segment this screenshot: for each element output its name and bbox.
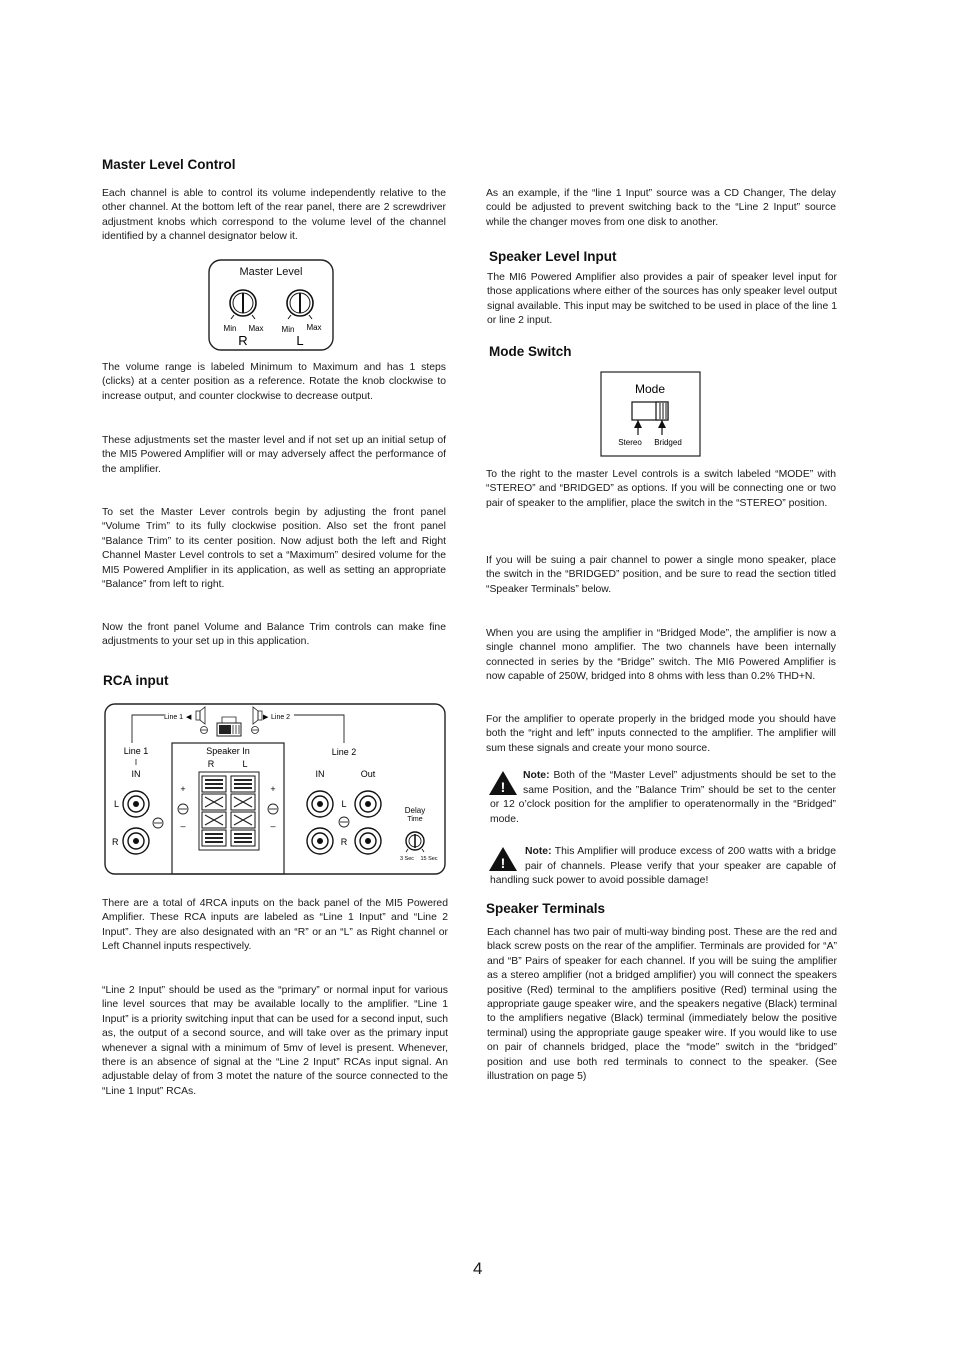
rca-input-diagram bbox=[104, 703, 446, 875]
svg-text:◀: ◀ bbox=[186, 714, 192, 721]
channel-l-label: L bbox=[296, 333, 304, 348]
svg-text:R: R bbox=[207, 759, 215, 769]
delay-example-paragraph: As an example, if the “line 1 Input” source was a CD Changer, The delay could be adjusted to prevent switching back to the “Line 2 Input” source while the changer moves from one disk to another. bbox=[486, 188, 836, 228]
svg-text:Line 2: Line 2 bbox=[271, 714, 291, 721]
speaker-level-input-heading: Speaker Level Input bbox=[489, 249, 617, 264]
mode-switch-diagram bbox=[600, 371, 702, 458]
page-number: 4 bbox=[473, 1259, 483, 1278]
svg-text:I: I bbox=[134, 758, 138, 767]
note-1-text: Both of the “Master Level” adjustments should be set to the same Position, and the ”Balance Trim” should be set to the center or 12 o’clock position for the amplifier to operatenormally in the “Bridged” mode. bbox=[490, 770, 836, 825]
svg-text:!: ! bbox=[500, 855, 506, 871]
mode-switch-paragraph-3: When you are using the amplifier in “Bridged Mode”, the amplifier is now a single channel mono amplifier. The two channels have been internally connected in series by the “Bridge” switch. The MI6 Powered Amplifier is now capable of 250W, bridged into 8 ohms with less than 0.2% THD+N. bbox=[486, 628, 836, 683]
speaker-level-input-paragraph: The MI6 Powered Amplifier also provides a pair of speaker level input for those applications where either of the sources has only speaker level output signal available. This input may be switched to be used in place of the line 1 or line 2 input. bbox=[487, 272, 837, 327]
mode-switch-paragraph-2: If you will be suing a pair channel to power a single mono speaker, place the switch in the “BRIDGED” position, and be sure to read the section titled “Speaker Terminals” below. bbox=[486, 555, 836, 595]
channel-r-label: R bbox=[238, 333, 248, 348]
svg-text:Delay: Delay bbox=[404, 806, 426, 815]
master-level-paragraph-2: The volume range is labeled Minimum to Maximum and has 1 steps (clicks) at a center position as a reference. Rotate the knob clockwise to increase output, and counter clockwise to decrease output. bbox=[102, 362, 446, 402]
svg-text:!: ! bbox=[500, 779, 506, 795]
svg-text:L: L bbox=[341, 799, 347, 809]
master-level-paragraph-5: Now the front panel Volume and Balance Trim controls can make fine adjustments to your set up in this application. bbox=[102, 622, 446, 648]
svg-text:+: + bbox=[270, 784, 276, 794]
note-2-text: This Amplifier will produce excess of 200 watts with a bridge pair of channels. Please verify that your speaker are capable of handling suck power to avoid possible damage! bbox=[490, 846, 836, 887]
svg-text:IN: IN bbox=[315, 769, 325, 779]
mode-switch-paragraph-4: For the amplifier to operate properly in the bridged mode you should have both the “right and left” inputs connected to the amplifier. The amplifier will sum these signals and create your mono source. bbox=[486, 714, 836, 754]
svg-text:Line 1: Line 1 bbox=[123, 746, 149, 756]
svg-text:Min: Min bbox=[281, 325, 295, 334]
svg-text:Line 2: Line 2 bbox=[331, 747, 357, 757]
mode-switch-heading: Mode Switch bbox=[489, 344, 572, 359]
master-level-paragraph-1: Each channel is able to control its volume independently relative to the other channel. At the bottom left of the rear panel, there are 2 screwdriver adjustment knobs which correspond to the volume level of the channel identified by a channel designator below it. bbox=[102, 188, 446, 243]
note-label: Note: bbox=[525, 846, 552, 857]
rca-input-heading: RCA input bbox=[103, 673, 169, 688]
bridged-note-2 bbox=[490, 845, 836, 889]
svg-text:Max: Max bbox=[306, 323, 322, 332]
master-level-heading: Master Level Control bbox=[102, 157, 236, 172]
knob-left bbox=[287, 290, 313, 319]
svg-text:Line 1: Line 1 bbox=[164, 714, 184, 721]
mode-switch-paragraph-1: To the right to the master Level controls is a switch labeled “MODE” with “STEREO” and “BRIDGED” as options. If you will be connecting one or two pair of speaker to the amplifier, place the switch in the “STEREO” position. bbox=[486, 469, 836, 509]
bridged-label: Bridged bbox=[654, 438, 682, 447]
svg-text:15 Sec: 15 Sec bbox=[420, 856, 438, 862]
knob-right bbox=[230, 290, 256, 319]
svg-text:3 Sec: 3 Sec bbox=[399, 856, 415, 862]
svg-text:Time: Time bbox=[407, 816, 423, 823]
svg-text:L: L bbox=[242, 759, 248, 769]
svg-text:▶: ▶ bbox=[263, 714, 269, 721]
stereo-label: Stereo bbox=[618, 438, 642, 447]
svg-text:Out: Out bbox=[360, 769, 376, 779]
svg-text:–: – bbox=[180, 821, 186, 831]
rca-input-paragraph-1: There are a total of 4RCA inputs on the back panel of the MI5 Powered Amplifier. These RCA inputs are labeled as “Line 1 Input” and “Line 2 Input”. They are also designated with an “R” or an “L” as Right channel or Left Channel inputs respectively. bbox=[102, 898, 448, 953]
rca-input-paragraph-2: “Line 2 Input” should be used as the “primary” or normal input for various line level sources that may be available locally to the amplifier. “Line 1 Input” is a priority switching input that can be used for a second input, such as, the output of a second source, and will take over as the primary input whenever a signal with a minimum of 5mv of level is present. Whenever, there is an absence of signal at the “Line 2 Input” RCAs input signal. An adjustable delay of from 3 motet the nature of the source connected to the “Line 1 Input” RCAs. bbox=[102, 985, 448, 1097]
master-level-diagram bbox=[208, 259, 334, 351]
speaker-terminals-paragraph: Each channel has two pair of multi-way binding post. These are the red and black screw posts on the rear of the amplifier. Terminals are provided for “A” and “B” Pairs of speaker for each channel. If you will be suing the amplifier as a stereo amplifier (not a bridged amplifier) you will connect the speakers positive (Red) terminal to the amplifiers positive (Red) terminal using the appropriate gauge speaker wire, and the speakers negative (Black) terminal to the amplifiers negative (Black) terminal (immediately below the positive terminal) using the appropriate gauge speaker wire. If you would like to use on pair of channels bridged, place the “mode” switch in the “bridged” position and use both red terminals to connect to the speaker. (See illustration on page 5) bbox=[487, 927, 837, 1083]
svg-text:–: – bbox=[270, 821, 276, 831]
svg-text:Max: Max bbox=[248, 324, 264, 333]
svg-text:+: + bbox=[180, 784, 186, 794]
mode-switch-title: Mode bbox=[634, 382, 666, 396]
bridged-note-1 bbox=[490, 769, 836, 827]
speaker-terminals-heading: Speaker Terminals bbox=[486, 901, 606, 916]
svg-text:R: R bbox=[340, 837, 348, 847]
svg-text:L: L bbox=[114, 799, 120, 809]
svg-text:R: R bbox=[112, 837, 119, 847]
master-level-paragraph-4: To set the Master Lever controls begin by adjusting the front panel “Volume Trim” to its fully clockwise position. Also set the front panel “Balance Trim” to its center position. Now adjust both the left and Right Channel Master Level controls to set a “Maximum” desired volume for the MI5 Powered Amplifier in its application, as well as setting an appropriate “Balance” from left to right. bbox=[102, 507, 446, 591]
master-level-paragraph-3: These adjustments set the master level and if not set up an initial setup of the MI5 Powered Amplifier will or may adversely affect the performance of the amplifier. bbox=[102, 435, 446, 475]
svg-text:Min: Min bbox=[223, 324, 237, 333]
master-level-diagram-title: Master Level bbox=[239, 266, 303, 278]
note-label: Note: bbox=[523, 770, 550, 781]
svg-text:Speaker In: Speaker In bbox=[206, 746, 250, 756]
svg-text:IN: IN bbox=[131, 769, 141, 779]
